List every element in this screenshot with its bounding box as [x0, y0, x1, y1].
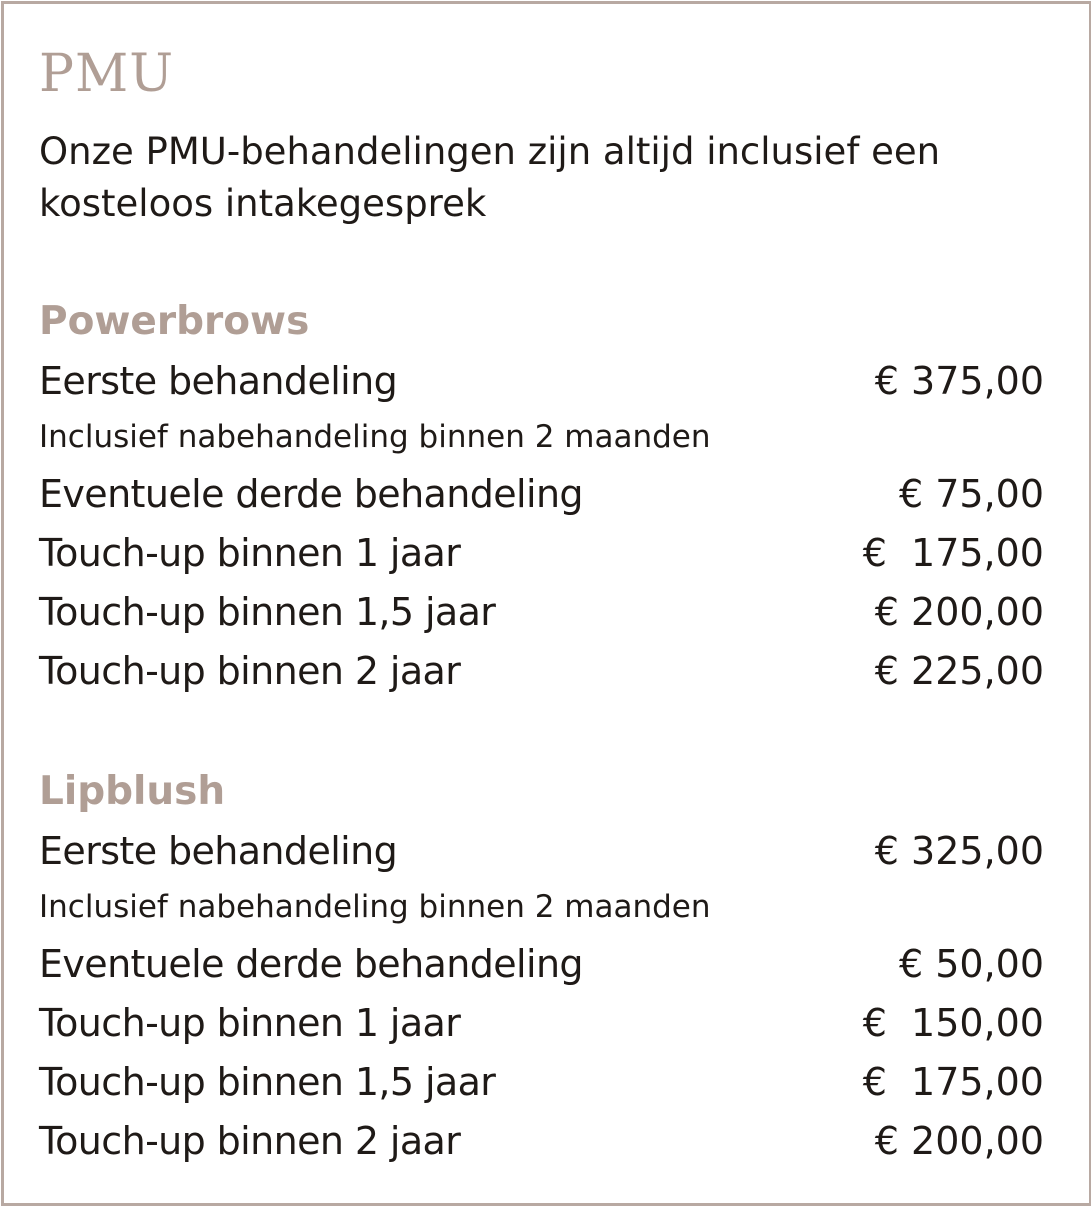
- price-row: [39, 646, 1044, 705]
- treatment-price: € 200,00: [874, 590, 1044, 634]
- treatment-price: € 175,00: [862, 531, 1044, 575]
- price-row: [39, 469, 1044, 528]
- treatment-label: Eventuele derde behandeling: [39, 942, 583, 986]
- treatment-price: € 75,00: [898, 472, 1044, 516]
- section-title: Lipblush: [39, 769, 226, 814]
- treatment-label: Touch-up binnen 1 jaar: [39, 1001, 461, 1045]
- treatment-label: Touch-up binnen 2 jaar: [39, 649, 461, 693]
- treatment-label: Touch-up binnen 1,5 jaar: [39, 590, 496, 634]
- price-row: [39, 939, 1044, 998]
- treatment-note: Inclusief nabehandeling binnen 2 maanden: [39, 419, 711, 455]
- price-row: [39, 1057, 1044, 1116]
- treatment-price: € 175,00: [862, 1060, 1044, 1104]
- treatment-label: Touch-up binnen 2 jaar: [39, 1119, 461, 1163]
- price-row: [39, 528, 1044, 587]
- price-row: [39, 998, 1044, 1057]
- treatment-price: € 50,00: [898, 942, 1044, 986]
- price-row: [39, 826, 1044, 885]
- section-lipblush: [39, 770, 1044, 1175]
- treatment-price: € 375,00: [874, 359, 1044, 403]
- treatment-label: Eerste behandeling: [39, 829, 398, 873]
- treatment-label: Eventuele derde behandeling: [39, 472, 583, 516]
- treatment-price: € 150,00: [862, 1001, 1044, 1045]
- treatment-note: Inclusief nabehandeling binnen 2 maanden: [39, 889, 711, 925]
- section-title: Powerbrows: [39, 299, 310, 344]
- section-powerbrows: [39, 300, 1044, 705]
- treatment-label: Touch-up binnen 1,5 jaar: [39, 1060, 496, 1104]
- price-list-frame: [1, 1, 1091, 1206]
- price-row: [39, 587, 1044, 646]
- treatment-price: € 225,00: [874, 649, 1044, 693]
- price-row: [39, 1116, 1044, 1175]
- treatment-label: Touch-up binnen 1 jaar: [39, 531, 461, 575]
- treatment-label: Eerste behandeling: [39, 359, 398, 403]
- price-row: [39, 356, 1044, 415]
- page-title: PMU: [39, 44, 175, 104]
- treatment-price: € 325,00: [874, 829, 1044, 873]
- intro-text: Onze PMU-behandelingen zijn altijd inclusief een kosteloos intakegesprek: [39, 130, 941, 225]
- treatment-price: € 200,00: [874, 1119, 1044, 1163]
